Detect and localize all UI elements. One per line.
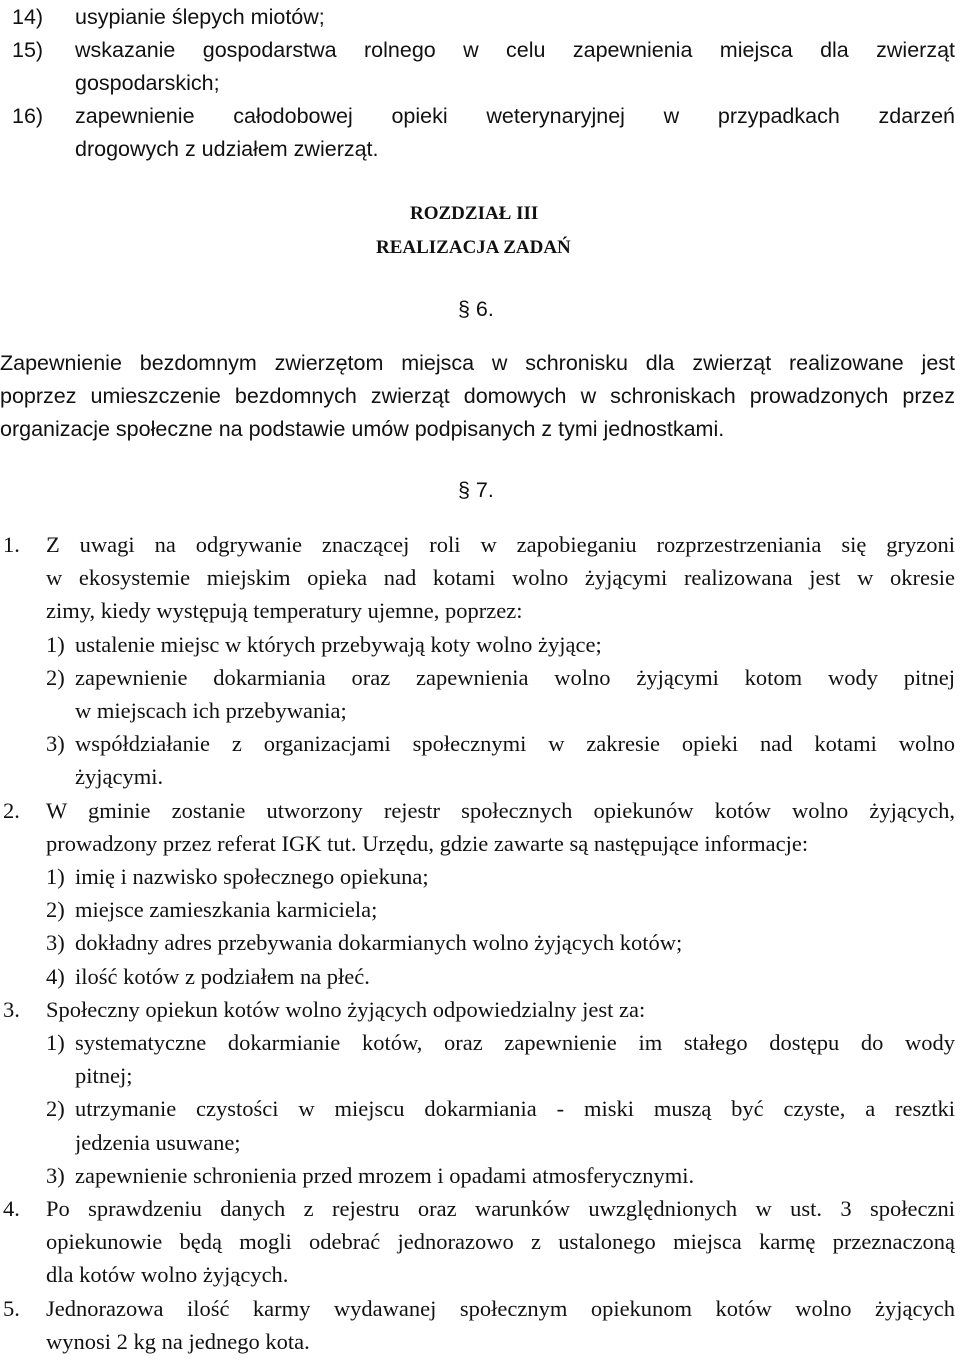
subitem-text: żyjącymi. bbox=[75, 764, 164, 790]
item-text: W gminie zostanie utworzony rejestr społecznych opiekunów kotów wolno żyjących, bbox=[46, 797, 955, 823]
item-text: opiekunowie będą mogli odebrać jednorazowo z ustalonego miejsca karmę przeznaczoną bbox=[46, 1229, 955, 1255]
subitem-text: imię i nazwisko społecznego opiekuna; bbox=[75, 864, 429, 889]
section-6-paragraph-line: Zapewnienie bezdomnym zwierzętom miejsca w schronisku dla zwierząt realizowane jest bbox=[0, 351, 955, 375]
item-text: Jednorazowa ilość karmy wydawanej społecznym opiekunom kotów wolno żyjących bbox=[46, 1295, 955, 1321]
section-7-mark: § 7. bbox=[458, 478, 494, 502]
subitem-number: 1) bbox=[46, 631, 65, 657]
subitem-text: miejsce zamieszkania karmiciela; bbox=[75, 897, 378, 923]
item-text: w ekosystemie miejskim opieka nad kotami wolno żyjącymi realizowana jest w okresie bbox=[46, 565, 955, 591]
subitem-text: pitnej; bbox=[75, 1063, 133, 1089]
subitem-number: 3) bbox=[46, 930, 65, 956]
item-text: Po sprawdzeniu danych z rejestru oraz warunków uwzględnionych w ust. 3 społeczni bbox=[46, 1196, 955, 1221]
item-text: Społeczny opiekun kotów wolno żyjących odpowiedzialny jest za: bbox=[46, 996, 646, 1022]
item-text: prowadzony przez referat IGK tut. Urzędu, gdzie zawarte są następujące informacje: bbox=[46, 830, 809, 856]
subitem-text: ilość kotów z podziałem na płeć. bbox=[75, 963, 370, 989]
list-item-number: 14) bbox=[12, 5, 44, 29]
list-item-text: drogowych z udziałem zwierząt. bbox=[75, 137, 379, 161]
list-item-text: wskazanie gospodarstwa rolnego w celu zapewnienia miejsca dla zwierząt bbox=[75, 38, 955, 62]
subitem-number: 2) bbox=[46, 1096, 65, 1122]
subitem-number: 1) bbox=[46, 864, 65, 889]
subitem-text: systematyczne dokarmianie kotów, oraz zapewnienie im stałego dostępu do wody bbox=[75, 1030, 955, 1055]
subitem-text: współdziałanie z organizacjami społecznymi w zakresie opieki nad kotami wolno bbox=[75, 731, 955, 757]
list-item-number: 15) bbox=[12, 38, 44, 62]
list-item-number: 16) bbox=[12, 104, 44, 128]
subitem-number: 3) bbox=[46, 1162, 65, 1188]
subitem-text: jedzenia usuwane; bbox=[75, 1129, 241, 1155]
subitem-text: utrzymanie czystości w miejscu dokarmiania - miski muszą być czyste, a resztki bbox=[75, 1096, 955, 1122]
subitem-number: 2) bbox=[46, 664, 65, 690]
subitem-text: dokładny adres przebywania dokarmianych wolno żyjących kotów; bbox=[75, 930, 683, 956]
section-6-paragraph-line: organizacje społeczne na podstawie umów podpisanych z tymi jednostkami. bbox=[0, 417, 725, 441]
subitem-number: 4) bbox=[46, 963, 65, 989]
list-item-text: gospodarskich; bbox=[75, 71, 220, 95]
chapter-subtitle: REALIZACJA ZADAŃ bbox=[376, 237, 571, 258]
section-6-paragraph-line: poprzez umieszczenie bezdomnych zwierząt domowych w schroniskach prowadzonych przez bbox=[0, 384, 955, 408]
subitem-text: zapewnienie schronienia przed mrozem i opadami atmosferycznymi. bbox=[75, 1162, 695, 1188]
subitem-text: ustalenie miejsc w których przebywają koty wolno żyjące; bbox=[75, 631, 602, 657]
list-item-text: zapewnienie całodobowej opieki weterynaryjnej w przypadkach zdarzeń bbox=[75, 104, 955, 128]
list-item-text: usypianie ślepych miotów; bbox=[75, 5, 325, 29]
subitem-number: 3) bbox=[46, 731, 65, 757]
subitem-number: 1) bbox=[46, 1030, 65, 1055]
item-text: Z uwagi na odgrywanie znaczącej roli w zapobieganiu rozprzestrzeniania się gryzoni bbox=[46, 532, 955, 557]
item-text: zimy, kiedy występują temperatury ujemne, poprzez: bbox=[46, 598, 523, 624]
subitem-text: w miejscach ich przebywania; bbox=[75, 698, 347, 723]
item-number: 1. bbox=[3, 532, 20, 557]
subitem-number: 2) bbox=[46, 897, 65, 923]
chapter-title: ROZDZIAŁ III bbox=[410, 203, 539, 224]
item-number: 4. bbox=[3, 1196, 20, 1221]
item-number: 5. bbox=[3, 1295, 20, 1321]
subitem-text: zapewnienie dokarmiania oraz zapewnienia wolno żyjącymi kotom wody pitnej bbox=[75, 664, 955, 690]
item-text: dla kotów wolno żyjących. bbox=[46, 1262, 289, 1288]
item-number: 3. bbox=[3, 996, 20, 1022]
item-number: 2. bbox=[3, 797, 20, 823]
item-text: wynosi 2 kg na jednego kota. bbox=[46, 1328, 310, 1354]
section-6-mark: § 6. bbox=[458, 297, 494, 321]
